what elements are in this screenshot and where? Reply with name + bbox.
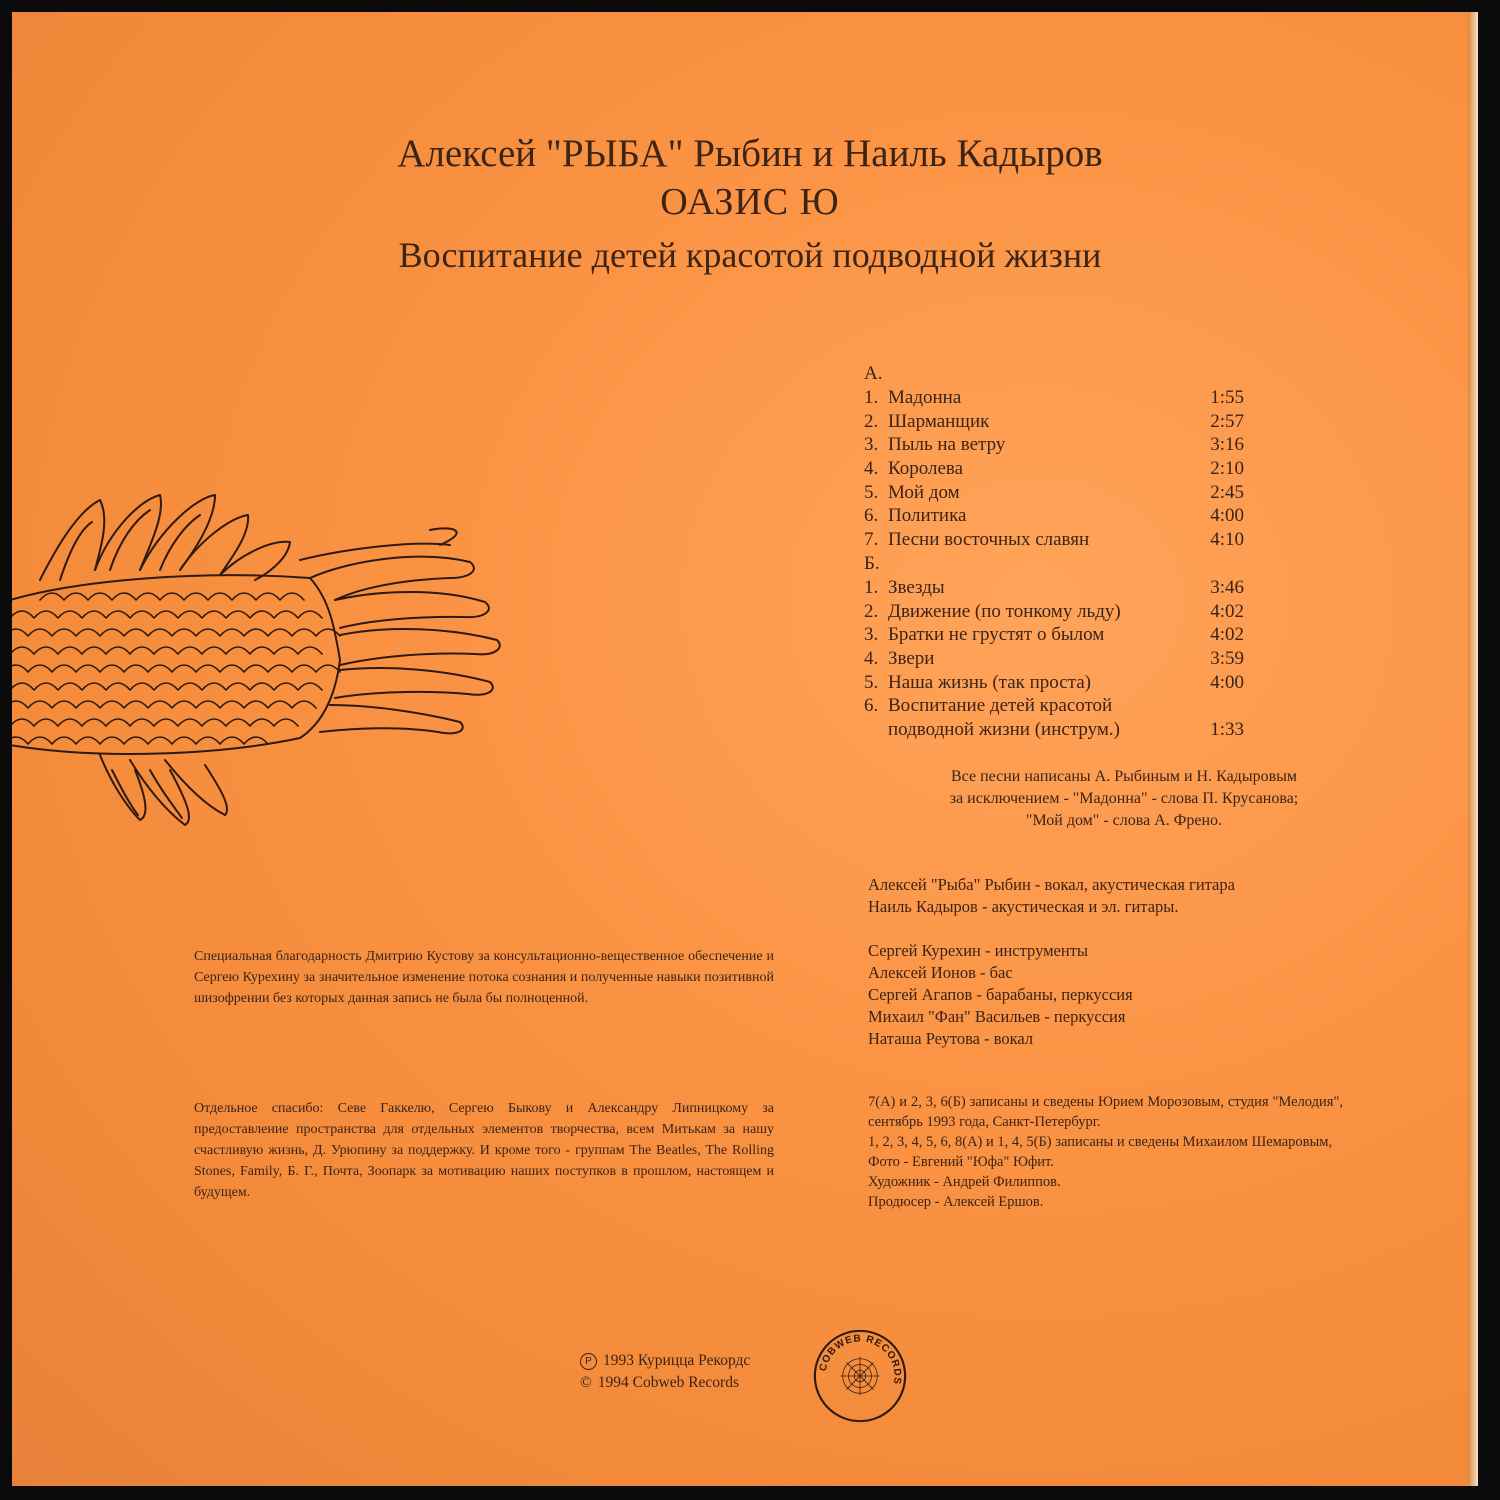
track-title xyxy=(888,694,1196,742)
track-b4 xyxy=(864,647,1244,671)
track-duration: 2:10 xyxy=(1210,458,1244,480)
musician-line: Михаил "Фан" Васильев - перкуссия xyxy=(868,1007,1126,1026)
track-number: 2. xyxy=(864,600,879,622)
musician-line: Наиль Кадыров - акустическая и эл. гитары. xyxy=(868,897,1179,916)
track-title: Звери xyxy=(888,647,935,669)
musicians-list xyxy=(868,874,1235,1050)
track-b1 xyxy=(864,576,1244,600)
side-b-label: Б. xyxy=(864,552,880,574)
track-duration: 1:55 xyxy=(1210,387,1244,408)
track-duration: 3:16 xyxy=(1210,434,1244,456)
copyright-icon: © xyxy=(580,1374,592,1391)
track-duration: 1:33 xyxy=(1210,719,1244,741)
songwriting-note-line2: за исключением - "Мадонна" - слова П. Крусанова; xyxy=(949,790,1299,807)
track-b2 xyxy=(864,600,1244,624)
track-number: 2. xyxy=(864,410,879,432)
web-icon xyxy=(841,1357,879,1395)
recording-credit-1: 7(А) и 2, 3, 6(Б) записаны и сведены Юрием Морозовым, студия "Мелодия", сентябрь 1993 года, Санкт-Петербург. xyxy=(868,1094,1343,1130)
copyright-text: 1994 Cobweb Records xyxy=(597,1374,739,1391)
track-duration: 2:57 xyxy=(1210,410,1244,432)
track-number: 7. xyxy=(864,529,879,551)
album-name: ОАЗИС Ю xyxy=(660,181,840,223)
track-b5 xyxy=(864,671,1244,695)
side-b-tracks xyxy=(864,576,1244,742)
copyright-line xyxy=(580,1372,750,1394)
track-number: 1. xyxy=(864,576,879,598)
producer-credit: Продюсер - Алексей Ершов. xyxy=(868,1194,1044,1210)
production-credits xyxy=(868,1092,1343,1212)
track-number: 3. xyxy=(864,624,879,646)
track-a5 xyxy=(864,481,1244,505)
track-title-line1: Воспитание детей красотой xyxy=(888,695,1113,717)
track-a1 xyxy=(864,386,1244,410)
track-b6 xyxy=(864,694,1244,742)
copyright-block xyxy=(580,1350,750,1394)
track-number: 5. xyxy=(864,481,879,503)
track-number: 3. xyxy=(864,434,879,456)
side-a-tracks xyxy=(864,386,1244,552)
track-duration: 4:00 xyxy=(1210,671,1244,693)
record-sleeve-back xyxy=(12,12,1478,1486)
header xyxy=(12,130,1478,284)
track-title: Политика xyxy=(888,505,967,527)
track-title: Братки не грустят о былом xyxy=(888,624,1105,646)
track-b3 xyxy=(864,623,1244,647)
album-title: Воспитание детей красотой подводной жизни xyxy=(398,235,1102,275)
track-title: Мой дом xyxy=(888,481,960,503)
tracklist xyxy=(864,362,1244,742)
track-a4 xyxy=(864,457,1244,481)
track-duration: 3:59 xyxy=(1210,647,1244,669)
track-title: Песни восточных славян xyxy=(888,529,1090,551)
track-a2 xyxy=(864,410,1244,434)
track-a6 xyxy=(864,504,1244,528)
musician-line: Наташа Реутова - вокал xyxy=(868,1029,1034,1048)
track-number: 5. xyxy=(864,671,879,693)
track-duration: 4:02 xyxy=(1210,624,1244,646)
track-title: Пыль на ветру xyxy=(888,434,1006,456)
track-title: Наша жизнь (так проста) xyxy=(888,671,1091,693)
track-title: Королева xyxy=(888,458,964,480)
track-a7 xyxy=(864,528,1244,552)
musician-line: Сергей Агапов - барабаны, перкуссия xyxy=(868,985,1133,1004)
track-duration: 4:10 xyxy=(1210,529,1244,551)
track-title: Мадонна xyxy=(888,387,962,408)
track-number: 6. xyxy=(864,505,879,527)
track-duration: 4:02 xyxy=(1210,600,1244,622)
track-duration: 2:45 xyxy=(1210,481,1244,503)
musician-line: Алексей Ионов - бас xyxy=(868,963,1013,982)
track-duration: 3:46 xyxy=(1210,576,1244,598)
special-thanks: Специальная благодарность Дмитрию Кустову за консультационно-вещественное обеспечение и Сергею Курехину за значительное изменение потока сознания и полученные навыки позитивной шизофрении без которых данная запись не была бы полноценной. xyxy=(194,949,774,1006)
photo-credit: Фото - Евгений "Юфа" Юфит. xyxy=(868,1154,1054,1170)
phonogram-line xyxy=(580,1350,750,1372)
cobweb-records-logo xyxy=(812,1328,908,1424)
track-a3 xyxy=(864,433,1244,457)
musician-line: Алексей "Рыба" Рыбин - вокал, акустическая гитара xyxy=(868,875,1235,894)
track-title-line2: подводной жизни (инструм.) xyxy=(888,719,1120,741)
logo-text: COBWEB RECORDS xyxy=(817,1333,903,1386)
track-title: Шарманщик xyxy=(888,410,990,432)
songwriting-note-line1: Все песни написаны А. Рыбиным и Н. Кадыровым xyxy=(951,768,1297,785)
songwriting-note xyxy=(874,766,1374,832)
track-number: 4. xyxy=(864,647,879,669)
musician-line: Сергей Курехин - инструменты xyxy=(868,941,1088,960)
artist-name: Алексей "РЫБА" Рыбин и Наиль Кадыров xyxy=(397,132,1103,175)
fish-illustration xyxy=(12,470,520,850)
phonogram-icon: P xyxy=(580,1353,597,1370)
phonogram-text: 1993 Курицца Рекордс xyxy=(603,1352,751,1369)
track-number: 4. xyxy=(864,458,879,480)
side-a-label: А. xyxy=(864,363,883,384)
track-duration: 4:00 xyxy=(1210,505,1244,527)
track-number: 6. xyxy=(864,695,879,717)
artist-credit: Художник - Андрей Филиппов. xyxy=(868,1174,1061,1190)
track-title: Звезды xyxy=(888,576,945,598)
track-number: 1. xyxy=(864,387,879,408)
songwriting-note-line3: "Мой дом" - слова А. Френо. xyxy=(1025,812,1223,829)
separate-thanks: Отдельное спасибо: Севе Гаккелю, Сергею Быкову и Александру Липницкому за предоставление пространства для отдельных элементов творчества, всем Митькам за нашу счастливую жизнь, Д. Урюпину за поддержку. И кроме того - группам The Beatles, The Rolling Stones, Family, Б. Г., Почта, Зоопарк за мотивацию наших поступков в прошлом, настоящем и будущем. xyxy=(194,1101,774,1200)
track-title: Движение (по тонкому льду) xyxy=(888,600,1121,622)
recording-credit-2: 1, 2, 3, 4, 5, 6, 8(А) и 1, 4, 5(Б) записаны и сведены Михаилом Шемаровым, xyxy=(868,1134,1333,1150)
